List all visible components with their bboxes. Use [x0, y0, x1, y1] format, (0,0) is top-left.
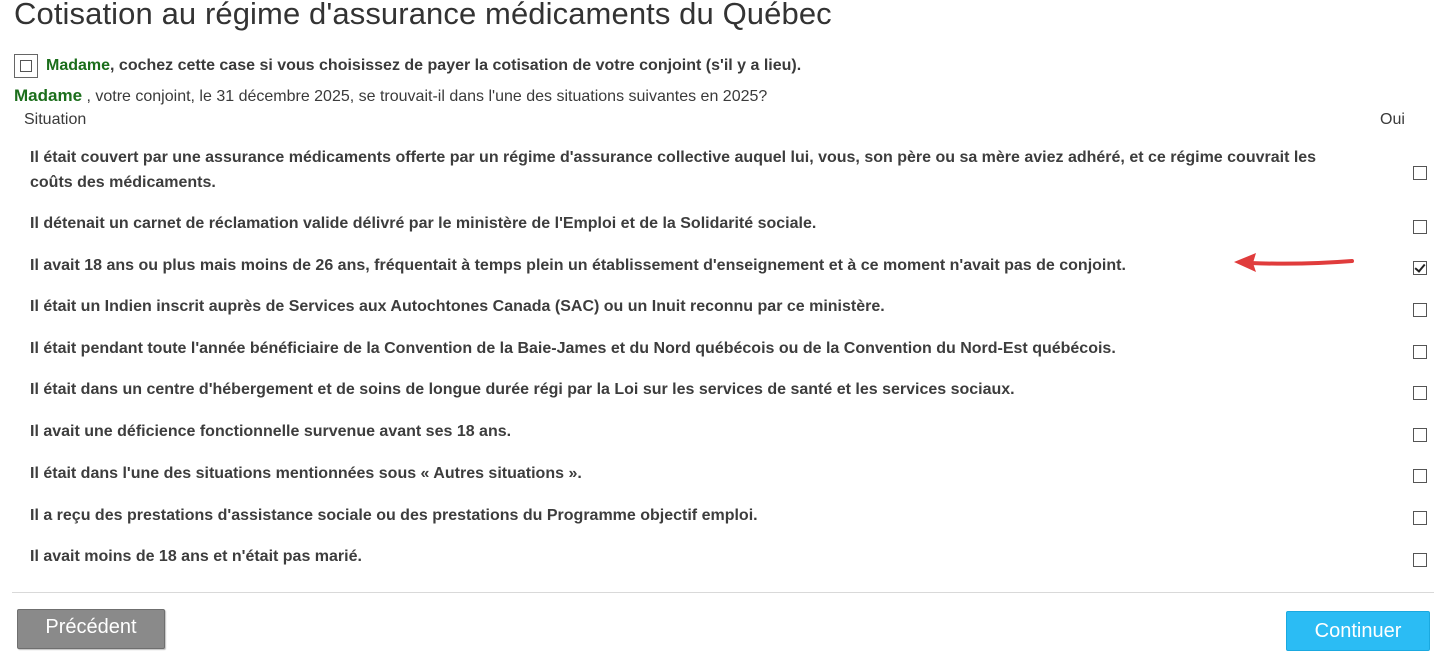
pay-spouse-contribution-checkbox[interactable] — [14, 54, 38, 78]
situation-checkbox[interactable] — [1413, 553, 1427, 567]
situation-text: Il avait une déficience fonctionnelle survenue avant ses 18 ans. — [30, 423, 512, 440]
pay-spouse-contribution-row — [14, 52, 801, 80]
pay-spouse-contribution-label — [46, 57, 801, 75]
situation-checkbox[interactable] — [1413, 220, 1427, 234]
situation-text: Il avait 18 ans ou plus mais moins de 26 ans, fréquentait à temps plein un établissement d'enseignement et à ce moment n'avait pas de conjoint. — [30, 257, 1126, 274]
continue-button[interactable]: Continuer — [1286, 611, 1430, 651]
question-text: , votre conjoint, le 31 décembre 2025, se trouvait-il dans l'une des situations suivantes en 2025? — [82, 88, 768, 105]
situation-text: Il était dans un centre d'hébergement et de soins de longue durée régi par la Loi sur les services de santé et les services sociaux. — [30, 381, 1015, 398]
spouse-name: Madame — [14, 86, 83, 105]
situation-question — [14, 86, 767, 106]
pay-option-text: , cochez cette case si vous choisissez de payer la cotisation de votre conjoint (s'il y a lieu). — [110, 57, 802, 74]
situation-checkbox[interactable] — [1413, 261, 1427, 275]
situation-text: Il était couvert par une assurance médicaments offerte par un régime d'assurance collective auquel lui, vous, son père ou sa mère aviez adhéré, et ce régime couvrait les coûts des médicaments. — [30, 149, 1317, 191]
previous-button[interactable]: Précédent — [17, 609, 165, 649]
page-title: Cotisation au régime d'assurance médicaments du Québec — [14, 0, 832, 31]
spouse-name: Madame — [46, 57, 111, 74]
situation-checkbox[interactable] — [1413, 166, 1427, 180]
situation-checkbox[interactable] — [1413, 303, 1427, 317]
annotation-arrow-icon — [1232, 250, 1356, 274]
situation-text: Il était pendant toute l'année bénéficiaire de la Convention de la Baie-James et du Nord québécois ou de la Convention du Nord-Est québécois. — [30, 340, 1116, 357]
checkbox-box — [20, 60, 32, 72]
situation-checkbox[interactable] — [1413, 345, 1427, 359]
situation-checkbox[interactable] — [1413, 428, 1427, 442]
footer-divider — [12, 592, 1434, 593]
situation-text: Il était un Indien inscrit auprès de Services aux Autochtones Canada (SAC) ou un Inuit reconnu par ce ministère. — [30, 298, 885, 315]
situation-text: Il était dans l'une des situations mentionnées sous « Autres situations ». — [30, 465, 582, 482]
situation-text: Il avait moins de 18 ans et n'était pas marié. — [30, 548, 362, 565]
column-header-situation: Situation — [24, 111, 87, 128]
situation-checkbox[interactable] — [1413, 469, 1427, 483]
situation-checkbox[interactable] — [1413, 511, 1427, 525]
situation-text: Il a reçu des prestations d'assistance sociale ou des prestations du Programme objectif emploi. — [30, 507, 758, 524]
column-header-oui: Oui — [1380, 111, 1405, 128]
situation-checkbox[interactable] — [1413, 386, 1427, 400]
situation-text: Il détenait un carnet de réclamation valide délivré par le ministère de l'Emploi et de la Solidarité sociale. — [30, 215, 817, 232]
